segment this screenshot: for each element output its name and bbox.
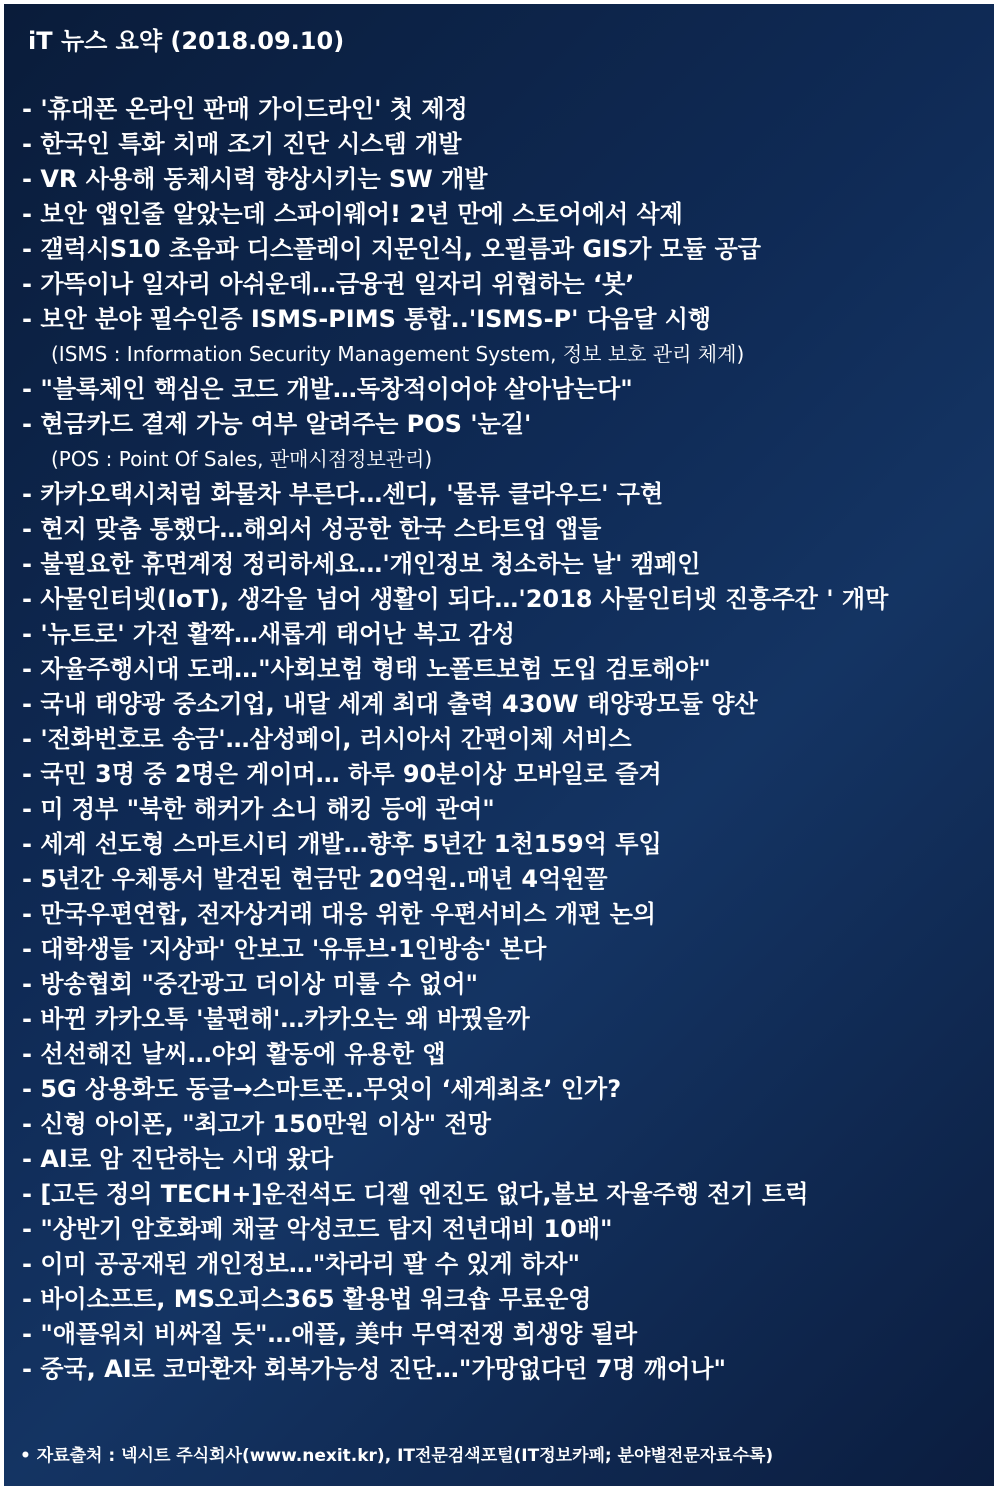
- news-item: [22, 407, 982, 477]
- news-item: [22, 127, 982, 162]
- news-headline: - 바뀐 카카오톡 '불편해'…카카오는 왜 바꿨을까: [22, 1005, 530, 1033]
- news-item: [22, 232, 982, 267]
- news-item: [22, 827, 982, 862]
- news-headline: - 보안 앱인줄 알았는데 스파이웨어! 2년 만에 스토어에서 삭제: [22, 200, 683, 228]
- page-title: iT 뉴스 요약 (2018.09.10): [28, 27, 345, 55]
- news-headline: - '휴대폰 온라인 판매 가이드라인' 첫 제정: [22, 95, 468, 123]
- news-item: [22, 1247, 982, 1282]
- news-note: (POS : Point Of Sales, 판매시점정보관리): [51, 447, 433, 471]
- news-headline: - 국내 태양광 중소기업, 내달 세계 최대 출력 430W 태양광모듈 양산: [22, 690, 758, 718]
- news-headline: - 불필요한 휴면계정 정리하세요…'개인정보 청소하는 날' 캠페인: [22, 550, 701, 578]
- news-item: [22, 547, 982, 582]
- news-headline: - 카카오택시처럼 화물차 부른다…센디, '물류 클라우드' 구현: [22, 480, 664, 508]
- news-item: [22, 372, 982, 407]
- news-item: [22, 92, 982, 127]
- news-item: [22, 1072, 982, 1107]
- news-headline: - 세계 선도형 스마트시티 개발…향후 5년간 1천159억 투입: [22, 830, 662, 858]
- news-headline: - 현금카드 결제 가능 여부 알려주는 POS '눈길': [22, 410, 532, 438]
- news-headline: - [고든 정의 TECH+]운전석도 디젤 엔진도 없다,볼보 자율주행 전기 트럭: [22, 1180, 809, 1208]
- news-item: [22, 932, 982, 967]
- news-item: [22, 687, 982, 722]
- news-headline: - 보안 분야 필수인증 ISMS-PIMS 통합..'ISMS-P' 다음달 시행: [22, 305, 712, 333]
- news-item: [22, 722, 982, 757]
- source-credit: • 자료출처 : 넥시트 주식회사(www.nexit.kr), IT전문검색포털(IT정보카페; 분야별전문자료수록): [20, 1446, 774, 1466]
- news-headline: - 국민 3명 중 2명은 게이머… 하루 90분이상 모바일로 즐겨: [22, 760, 662, 788]
- news-item: [22, 1212, 982, 1247]
- news-item: [22, 1282, 982, 1317]
- news-item: [22, 1352, 982, 1387]
- news-headline: - 미 정부 "북한 해커가 소니 해킹 등에 관여": [22, 795, 495, 823]
- news-item: [22, 1142, 982, 1177]
- news-headline: - 바이소프트, MS오피스365 활용법 워크숍 무료운영: [22, 1285, 592, 1313]
- news-headline: - "애플워치 비싸질 듯"…애플, 美中 무역전쟁 희생양 될라: [22, 1320, 638, 1348]
- news-headline: - '전화번호로 송금'…삼성페이, 러시아서 간편이체 서비스: [22, 725, 632, 753]
- news-item: [22, 617, 982, 652]
- news-headline: - 선선해진 날씨…야외 활동에 유용한 앱: [22, 1040, 446, 1068]
- news-item: [22, 652, 982, 687]
- news-item: [22, 1002, 982, 1037]
- news-headline: - 5년간 우체통서 발견된 현금만 20억원..매년 4억원꼴: [22, 865, 608, 893]
- news-item: [22, 1107, 982, 1142]
- news-headline: - 현지 맞춤 통했다…해외서 성공한 한국 스타트업 앱들: [22, 515, 602, 543]
- news-item: [22, 1317, 982, 1352]
- news-headline: - AI로 암 진단하는 시대 왔다: [22, 1145, 334, 1173]
- news-headline: - 한국인 특화 치매 조기 진단 시스템 개발: [22, 130, 462, 158]
- news-item: [22, 267, 982, 302]
- news-item: [22, 197, 982, 232]
- news-headline: - 중국, AI로 코마환자 회복가능성 진단…"가망없다던 7명 깨어나": [22, 1355, 727, 1383]
- news-item: [22, 1037, 982, 1072]
- news-item: [22, 862, 982, 897]
- news-item: [22, 897, 982, 932]
- news-headline: - 만국우편연합, 전자상거래 대응 위한 우편서비스 개편 논의: [22, 900, 656, 928]
- news-item: [22, 967, 982, 1002]
- news-note: (ISMS : Information Security Management System, 정보 보호 관리 체계): [51, 342, 745, 366]
- news-list: [22, 92, 982, 1387]
- news-headline: - 대학생들 '지상파' 안보고 '유튜브·1인방송' 본다: [22, 935, 547, 963]
- news-headline: - "상반기 암호화폐 채굴 악성코드 탐지 전년대비 10배": [22, 1215, 613, 1243]
- news-headline: - 갤럭시S10 초음파 디스플레이 지문인식, 오필름과 GIS가 모듈 공급: [22, 235, 761, 263]
- news-item: [22, 477, 982, 512]
- news-item: [22, 302, 982, 372]
- news-headline: - 사물인터넷(IoT), 생각을 넘어 생활이 되다…'2018 사물인터넷 진흥주간 ' 개막: [22, 585, 889, 613]
- news-headline: - 5G 상용화도 동글→스마트폰..무엇이 ‘세계최초’ 인가?: [22, 1075, 622, 1103]
- news-headline: - VR 사용해 동체시력 향상시키는 SW 개발: [22, 165, 488, 193]
- news-headline: - 자율주행시대 도래…"사회보험 형태 노폴트보험 도입 검토해야": [22, 655, 711, 683]
- news-headline: - 방송협회 "중간광고 더이상 미룰 수 없어": [22, 970, 479, 998]
- news-item: [22, 757, 982, 792]
- news-headline: - '뉴트로' 가전 활짝…새롭게 태어난 복고 감성: [22, 620, 515, 648]
- news-item: [22, 162, 982, 197]
- news-headline: - "블록체인 핵심은 코드 개발…독창적이어야 살아남는다": [22, 375, 633, 403]
- news-summary-card: [4, 4, 994, 1486]
- news-headline: - 이미 공공재된 개인정보…"차라리 팔 수 있게 하자": [22, 1250, 580, 1278]
- news-item: [22, 792, 982, 827]
- news-item: [22, 512, 982, 547]
- news-item: [22, 1177, 982, 1212]
- news-headline: - 신형 아이폰, "최고가 150만원 이상" 전망: [22, 1110, 491, 1138]
- news-headline: - 가뜩이나 일자리 아쉬운데…금융권 일자리 위협하는 ‘봇’: [22, 270, 635, 298]
- news-item: [22, 582, 982, 617]
